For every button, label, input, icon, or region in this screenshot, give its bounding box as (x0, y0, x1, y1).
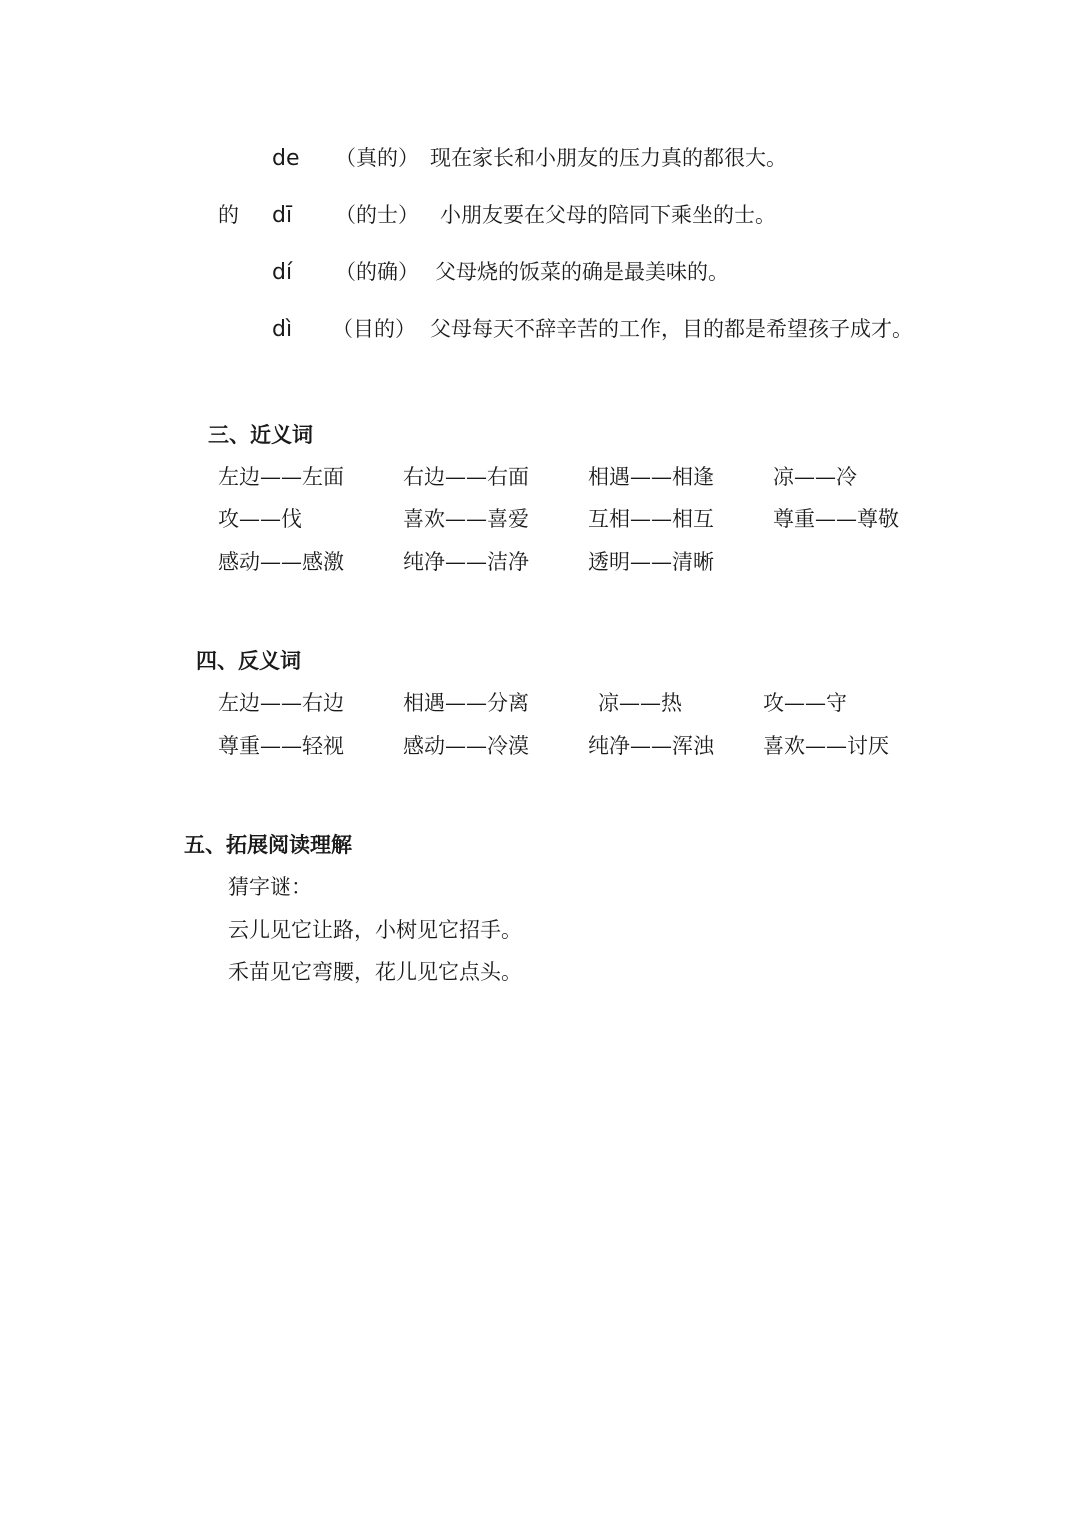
word-zhende: （真的） (335, 146, 419, 170)
synonym-pair: 喜欢——喜爱 (403, 507, 529, 531)
synonym-pair: 相遇——相逢 (588, 465, 714, 489)
section-title-reading: 五、拓展阅读理解 (184, 833, 352, 857)
section-title-synonyms: 三、近义词 (208, 423, 313, 447)
synonym-pair: 右边——右面 (403, 465, 529, 489)
antonym-pair: 相遇——分离 (403, 691, 529, 715)
synonym-pair: 攻——伐 (218, 507, 302, 531)
pinyin-di4: dì (272, 317, 293, 342)
synonym-pair: 凉——冷 (773, 465, 857, 489)
riddle-line: 云儿见它让路，小树见它招手。 (228, 918, 522, 942)
polyphone-char: 的 (218, 203, 239, 227)
word-dishi: （的士） (335, 203, 419, 227)
antonym-pair: 左边——右边 (218, 691, 344, 715)
pinyin-de: de (272, 146, 300, 171)
synonym-pair: 纯净——洁净 (403, 550, 529, 574)
riddle-line: 禾苗见它弯腰，花儿见它点头。 (228, 960, 522, 984)
sentence-1: 现在家长和小朋友的压力真的都很大。 (430, 146, 787, 170)
synonym-pair: 左边——左面 (218, 465, 344, 489)
antonym-pair: 尊重——轻视 (218, 734, 344, 758)
antonym-pair: 攻——守 (763, 691, 847, 715)
antonym-pair: 喜欢——讨厌 (763, 734, 889, 758)
pinyin-di1: dī (272, 203, 293, 228)
sentence-3: 父母烧的饭菜的确是最美味的。 (435, 260, 729, 284)
synonym-pair: 透明——清晰 (588, 550, 714, 574)
section-title-antonyms: 四、反义词 (196, 649, 301, 673)
riddle-label: 猜字谜： (228, 875, 312, 899)
antonym-pair: 凉——热 (598, 691, 682, 715)
antonym-pair: 纯净——浑浊 (588, 734, 714, 758)
pinyin-di2: dí (272, 260, 293, 285)
synonym-pair: 互相——相互 (588, 507, 714, 531)
word-mudi: （目的） (332, 317, 416, 341)
synonym-pair: 尊重——尊敬 (773, 507, 899, 531)
synonym-pair: 感动——感激 (218, 550, 344, 574)
sentence-2: 小朋友要在父母的陪同下乘坐的士。 (440, 203, 776, 227)
word-dique: （的确） (335, 260, 419, 284)
antonym-pair: 感动——冷漠 (403, 734, 529, 758)
sentence-4: 父母每天不辞辛苦的工作，目的都是希望孩子成才。 (430, 317, 913, 341)
